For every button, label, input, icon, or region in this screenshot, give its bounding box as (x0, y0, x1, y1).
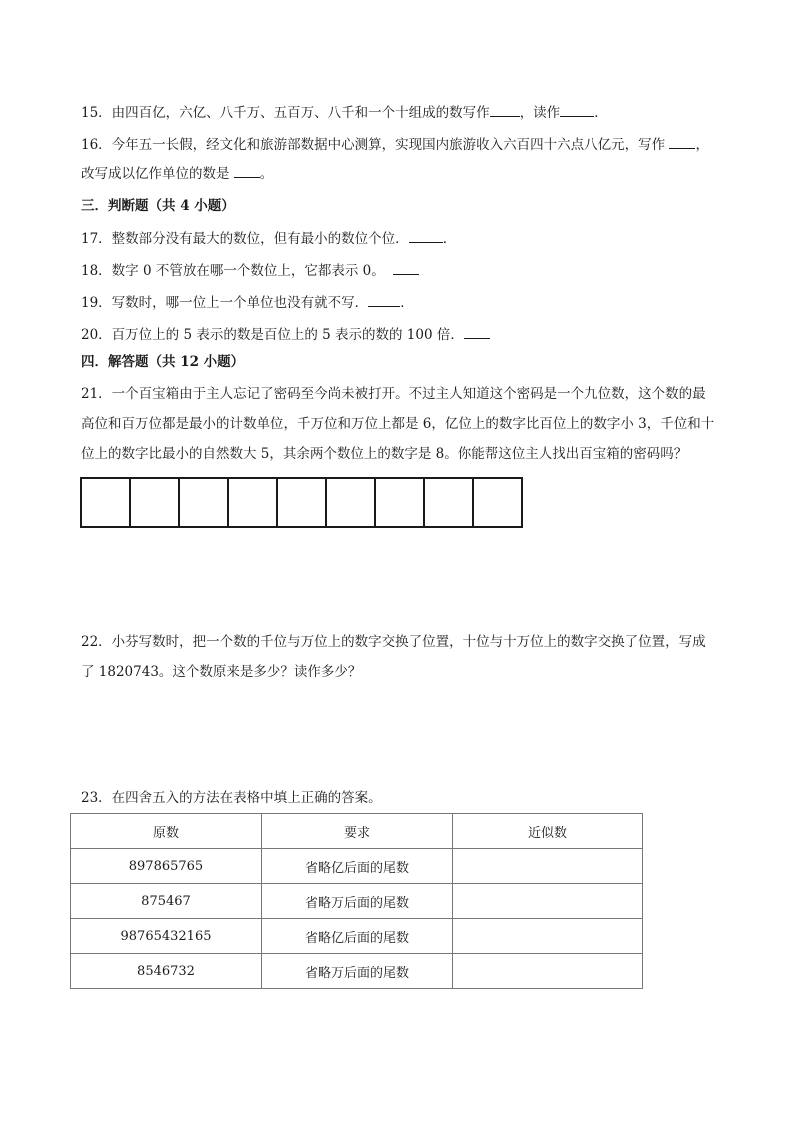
answer-blank[interactable] (669, 134, 695, 149)
section-heading-answer: 四．解答题（共 12 小题） (81, 354, 245, 370)
cell-answer[interactable] (453, 919, 643, 954)
header-approx: 近似数 (453, 814, 643, 849)
digit-box[interactable] (376, 479, 425, 526)
question-21-line3: 位上的数字比最小的自然数大 5，其余两个数位上的数字是 8。你能帮这位主人找出百宝箱的密码吗？ (81, 446, 688, 462)
table-header-row (71, 814, 643, 849)
header-requirement: 要求 (262, 814, 453, 849)
cell-number: 98765432165 (71, 919, 262, 954)
digit-box[interactable] (425, 479, 474, 526)
table-row (71, 884, 643, 919)
rounding-table (70, 813, 643, 989)
question-16-line2: 改写成以亿作单位的数是 。 (81, 163, 273, 184)
question-22-line2: 了 1820743。这个数原来是多少？读作多少？ (81, 664, 362, 680)
digit-box[interactable] (229, 479, 278, 526)
digit-box[interactable] (474, 479, 523, 526)
cell-requirement: 省略万后面的尾数 (262, 954, 453, 989)
password-digit-boxes (80, 477, 523, 528)
answer-blank[interactable] (409, 228, 443, 243)
answer-blank[interactable] (490, 102, 520, 117)
section-heading-judgment: 三．判断题（共 4 小题） (81, 198, 235, 214)
question-16: 16．今年五一长假，经文化和旅游部数据中心测算，实现国内旅游收入六百四十六点八亿元，写作 ， (81, 134, 709, 155)
cell-number: 875467 (71, 884, 262, 919)
question-18: 18．数字 0 不管放在哪一个数位上，它都表示 0。 (81, 260, 419, 281)
answer-blank[interactable] (393, 260, 419, 275)
cell-number: 8546732 (71, 954, 262, 989)
cell-answer[interactable] (453, 954, 643, 989)
digit-box[interactable] (180, 479, 229, 526)
header-original: 原数 (71, 814, 262, 849)
question-21-line2: 高位和百万位都是最小的计数单位，千万位和万位上都是 6，亿位上的数字比百位上的数字小 3，千位和十 (81, 416, 715, 432)
answer-blank[interactable] (368, 292, 400, 307)
question-22-line1: 22．小芬写数时，把一个数的千位与万位上的数字交换了位置，十位与十万位上的数字交换了位置，写成 (81, 634, 706, 650)
answer-blank[interactable] (560, 102, 594, 117)
digit-box[interactable] (131, 479, 180, 526)
answer-blank[interactable] (464, 324, 490, 339)
digit-box[interactable] (327, 479, 376, 526)
cell-number: 897865765 (71, 849, 262, 884)
cell-requirement: 省略万后面的尾数 (262, 884, 453, 919)
table-row (71, 919, 643, 954)
cell-requirement: 省略亿后面的尾数 (262, 849, 453, 884)
question-19: 19．写数时，哪一位上一个单位也没有就不写． ． (81, 292, 414, 313)
table-row (71, 849, 643, 884)
question-20: 20．百万位上的 5 表示的数是百位上的 5 表示的数的 100 倍． (81, 324, 490, 345)
question-23-intro: 23．在四舍五入的方法在表格中填上正确的答案。 (81, 790, 382, 806)
digit-box[interactable] (82, 479, 131, 526)
cell-requirement: 省略亿后面的尾数 (262, 919, 453, 954)
question-21-line1: 21．一个百宝箱由于主人忘记了密码至今尚未被打开。不过主人知道这个密码是一个九位数，这个数的最 (81, 386, 706, 402)
question-17: 17．整数部分没有最大的数位，但有最小的数位个位． ． (81, 228, 456, 249)
digit-box[interactable] (278, 479, 327, 526)
cell-answer[interactable] (453, 884, 643, 919)
answer-blank[interactable] (234, 163, 260, 178)
table-row (71, 954, 643, 989)
cell-answer[interactable] (453, 849, 643, 884)
question-15: 15．由四百亿，六亿、八千万、五百万、八千和一个十组成的数写作 ，读作 ． (81, 102, 608, 123)
